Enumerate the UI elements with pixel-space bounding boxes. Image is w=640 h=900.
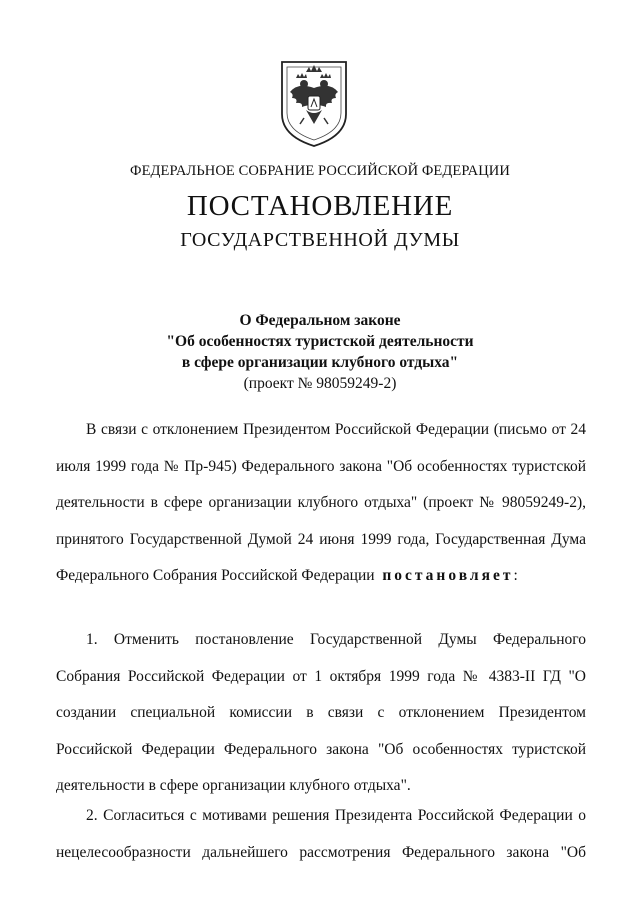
paragraph-line: июля 1999 года № Пр-945) Федерального закона "Об особенностях туристской xyxy=(56,457,586,475)
item-1-paragraph xyxy=(56,622,586,805)
subject-line: в сфере организации клубного отдыха" xyxy=(181,354,459,371)
paragraph-line: Собрания Российской Федерации от 1 октября 1999 года № 4383-II ГД "О xyxy=(56,667,586,685)
paragraph-line: нецелесообразности дальнейшего рассмотрения Федерального закона "Об xyxy=(56,843,586,861)
paragraph-line: создании специальной комиссии в связи с отклонением Президентом xyxy=(56,704,586,721)
subject-line: О Федеральном законе xyxy=(239,312,401,329)
coat-of-arms-icon xyxy=(276,58,352,148)
preamble-paragraph xyxy=(56,412,586,595)
paragraph-text: : xyxy=(513,567,518,584)
item-2-paragraph xyxy=(56,798,586,871)
paragraph-line: Российской Федерации Федерального закона "Об особенностях туристской xyxy=(56,740,586,758)
decree-word: постановляет xyxy=(382,567,514,584)
paragraph-line: принятого Государственной Думой 24 июня 1999 года, Государственная Дума xyxy=(56,530,586,548)
paragraph-text: Федерального Собрания Российской Федерации xyxy=(56,567,375,584)
document-subtitle: ГОСУДАРСТВЕННОЙ ДУМЫ xyxy=(180,229,460,251)
paragraph-line: деятельности в сфере организации клубного отдыха". xyxy=(56,777,411,794)
subject-line: "Об особенностях туристской деятельности xyxy=(166,333,474,350)
paragraph-line xyxy=(56,558,586,595)
paragraph-line: В связи с отклонением Президентом Российской Федерации (письмо от 24 xyxy=(86,421,586,438)
document-title: ПОСТАНОВЛЕНИЕ xyxy=(186,190,454,222)
paragraph-line: 2. Согласиться с мотивами решения Президента Российской Федерации о xyxy=(86,807,586,824)
organization-name: ФЕДЕРАЛЬНОЕ СОБРАНИЕ РОССИЙСКОЙ ФЕДЕРАЦИИ xyxy=(130,163,510,179)
document-subject xyxy=(0,310,640,394)
paragraph-line: деятельности в сфере организации клубного отдыха" (проект № 98059249-2), xyxy=(56,494,586,511)
paragraph-line: 1. Отменить постановление Государственной Думы Федерального xyxy=(86,631,586,648)
project-number: (проект № 98059249-2) xyxy=(243,375,397,392)
